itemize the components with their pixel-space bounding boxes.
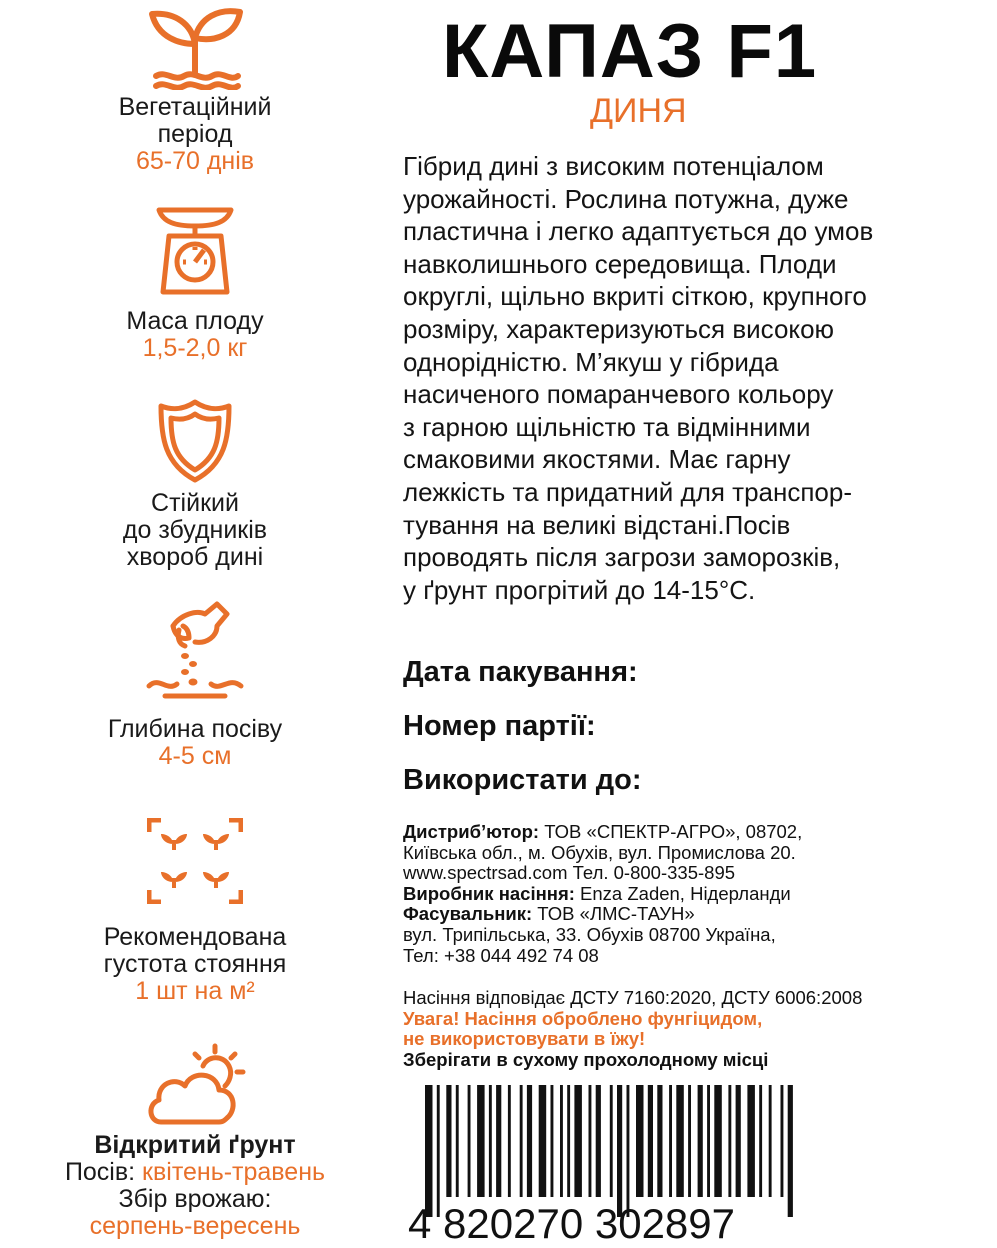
features-column (0, 0, 390, 1248)
feature-label-line: Глибина посіву (107, 715, 283, 743)
barcode-bar (636, 1085, 644, 1197)
barcode-bar (446, 1085, 451, 1197)
barcode-bar (747, 1085, 755, 1197)
producer-value: Enza Zaden, Нідерланди (574, 882, 791, 904)
shield-icon (157, 398, 233, 484)
description-line: пластична і легко адаптується до умов (403, 216, 874, 247)
warning-line: не використовувати в їжу! (403, 1028, 646, 1050)
feature-label-line: хвороб дині (126, 543, 264, 571)
product-crop: ДИНЯ (590, 92, 687, 130)
planting-grid-icon (147, 818, 243, 904)
sowing-value: квітень-травень (142, 1158, 326, 1186)
sowing-hand-icon (145, 596, 245, 702)
barcode-bar (728, 1085, 731, 1197)
description-line: смаковими якостями. Має гарну (403, 444, 791, 475)
producer-label: Виробник насіння: (403, 882, 575, 904)
feature-label-line: Маса плоду (126, 307, 264, 335)
harvest-value: серпень-вересень (89, 1212, 301, 1240)
barcode-bar (596, 1085, 601, 1197)
feature-label-line: Рекомендована (103, 923, 287, 951)
barcode-bar (468, 1085, 471, 1197)
distributor-line: www.spectrsad.com Тел. 0-800-335-895 (403, 862, 736, 884)
barcode-bar (539, 1085, 547, 1197)
sowing-label: Посів: (64, 1158, 136, 1186)
barcode (425, 1085, 795, 1217)
barcode-bar (551, 1085, 554, 1197)
description-line: Гібрид дині з високим потенціалом (403, 151, 824, 181)
barcode-bar (707, 1085, 710, 1197)
description-line: з гарною щільністю та відмінними (403, 411, 811, 442)
description-line: проводять після загрози заморозків, (403, 542, 841, 573)
warning-line: Увага! Насіння оброблено фунгіцидом, (403, 1007, 763, 1029)
description-line: урожайності. Рослина потужна, дуже (403, 183, 849, 214)
barcode-bar (714, 1085, 722, 1197)
description-line: тування на великі відстані.Посів (403, 509, 791, 540)
sprout-icon (140, 4, 250, 90)
feature-vegetation (0, 4, 390, 175)
batch-number-label: Номер партії: (403, 710, 596, 742)
distributor-line: ТОВ «СПЕКТР-АГРО», 08702, (539, 821, 803, 842)
feature-open-ground (0, 1040, 390, 1240)
packer-line: вул. Трипільська, 33. Обухів 08700 Україна, (403, 923, 776, 945)
barcode-digits: 4 820270 302897 (408, 1200, 735, 1247)
feature-resistance (0, 398, 390, 571)
barcode-bar (610, 1085, 613, 1197)
feature-plant-density (0, 818, 390, 1005)
barcode-bar (567, 1085, 570, 1197)
barcode-bar (759, 1085, 762, 1197)
description-line: розміру, характеризуються високою (403, 313, 835, 344)
distributor-line: Київська обл., м. Обухів, вул. Промислова 20. (403, 841, 796, 863)
storage-text: Зберігати в сухому прохолодному місці (403, 1048, 769, 1070)
barcode-bar (657, 1085, 662, 1197)
barcode-bar (589, 1085, 592, 1197)
barcode-bar (574, 1085, 582, 1197)
distributor-label: Дистриб’ютор: (403, 821, 540, 842)
feature-label-line: Вегетаційний (118, 93, 272, 121)
feature-label-line: густота стояння (103, 950, 287, 978)
barcode-bar (627, 1085, 630, 1217)
barcode-bar (425, 1085, 433, 1217)
description-line: насиченого помаранчевого кольору (403, 379, 834, 410)
barcode-bar (508, 1085, 511, 1197)
barcode-bar (669, 1085, 672, 1197)
packer-line: Тел: +38 044 492 74 08 (403, 944, 599, 966)
feature-value: 1,5-2,0 кг (142, 334, 248, 362)
pack-date-label: Дата пакування: (403, 656, 638, 688)
barcode-bar (520, 1085, 523, 1197)
use-by-label: Використати до: (403, 764, 642, 796)
packer-label: Фасувальник: (403, 903, 533, 925)
barcode-bar (496, 1085, 501, 1197)
sowing-period (0, 1159, 390, 1186)
feature-label-line: до збудників (122, 516, 268, 544)
sun-cloud-icon (143, 1040, 247, 1126)
packer-line: ТОВ «ЛМС-ТАУН» (532, 903, 695, 925)
barcode-bar (781, 1085, 784, 1197)
barcode-bar (437, 1085, 440, 1217)
feature-sowing-depth (0, 596, 390, 770)
feature-value: 65-70 днів (135, 147, 255, 175)
barcode-bar (489, 1085, 492, 1197)
barcode-bar (560, 1085, 563, 1197)
barcode-bar (648, 1085, 653, 1197)
description-line: однорідністю. М’якуш у гібрида (403, 346, 779, 377)
description-line: у ґрунт прогрітий до 14-15°C. (403, 574, 756, 605)
distribution-info (403, 822, 993, 966)
barcode-bar (769, 1085, 772, 1197)
barcode-bar (617, 1085, 622, 1217)
harvest-label: Збір врожаю: (118, 1185, 272, 1213)
feature-label-line: Відкритий ґрунт (94, 1131, 296, 1159)
barcode-bar (688, 1085, 691, 1197)
product-description (403, 150, 988, 606)
description-line: округлі, щільно вкриті сіткою, крупного (403, 281, 867, 312)
description-line: навколишнього середовища. Плоди (403, 248, 837, 279)
product-title: КАПАЗ F1 (442, 9, 818, 94)
barcode-bar (736, 1085, 741, 1197)
barcode-bar (788, 1085, 793, 1217)
barcode-bar (527, 1085, 532, 1197)
feature-label-line: Стійкий (151, 489, 239, 517)
standard-text: Насіння відповідає ДСТУ 7160:2020, ДСТУ 6006:2008 (403, 987, 863, 1008)
scale-icon (155, 204, 235, 296)
barcode-bar (698, 1085, 703, 1197)
barcode-bar (477, 1085, 485, 1197)
description-line: лежкість та придатний для транспор- (403, 476, 853, 507)
feature-label-line: період (157, 120, 233, 148)
feature-value: 4-5 см (158, 742, 232, 770)
barcode-bar (676, 1085, 684, 1197)
feature-value: 1 шт на м² (135, 977, 255, 1005)
barcode-bar (456, 1085, 459, 1197)
compliance-info (403, 988, 993, 1070)
feature-fruit-mass (0, 204, 390, 362)
